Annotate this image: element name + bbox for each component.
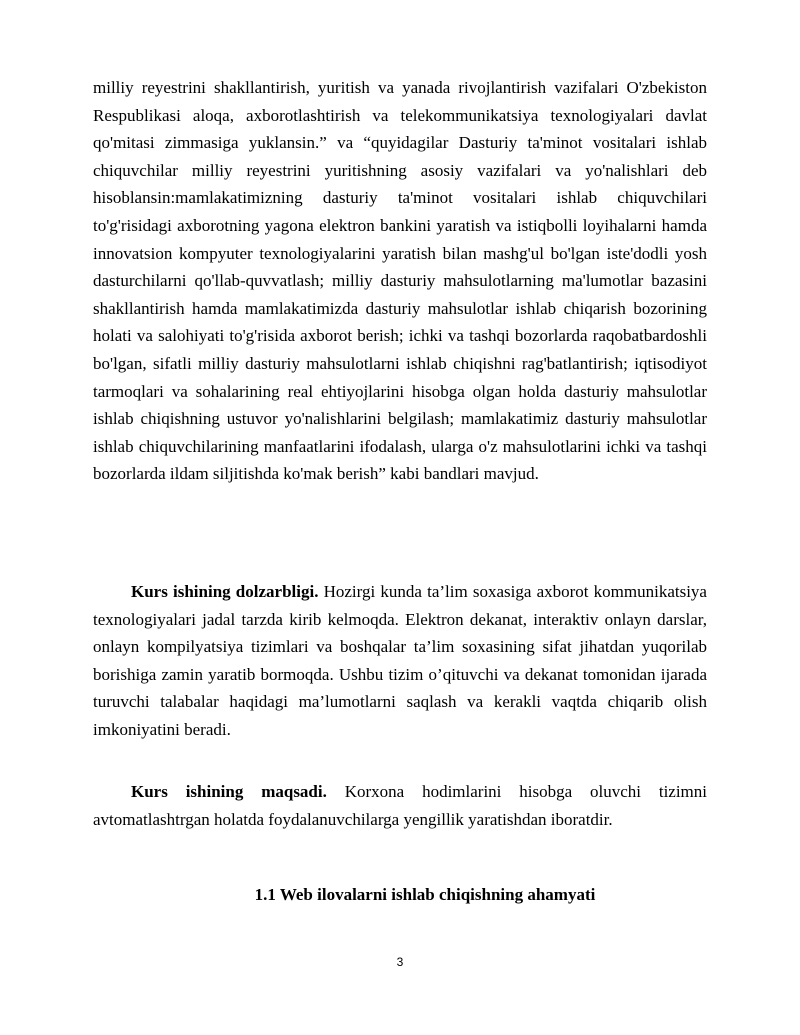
relevance-lead: Kurs ishining dolzarbligi.: [131, 582, 319, 601]
relevance-body: Hozirgi kunda ta’lim soxasiga axborot kommunikatsiya texnologiyalari jadal tarzda kirib kelmoqda. Elektron dekanat, interaktiv onlayn darslar, onlayn kompilyatsiya tizimlari va boshqalar ta’lim soxasining sifat jihatdan yuqorilab borishiga zamin yaratib bormoqda. Ushbu tizim o’qituvchi va dekanat tomonidan ijarada turuvchi talabalar haqidagi ma’lumotlarni saqlash va kerakli vaqtda chiqarib olish imkoniyatini beradi.: [93, 582, 707, 739]
paragraph-goal-text: [93, 778, 707, 833]
goal-body: Korxona hodimlarini hisobga oluvchi tizimni avtomatlashtrgan holatda foydalanuvchilarga yengillik yaratishdan iboratdir.: [93, 782, 708, 829]
section-heading: 1.1 Web ilovalarni ishlab chiqishning ahamyati: [254, 885, 596, 904]
paragraph-relevance: [93, 578, 707, 744]
page-number: 3: [396, 955, 404, 969]
paragraph-text: milliy reyestrini shakllantirish, yuritish va yanada rivojlantirish vazifalari O'zbekiston Respublikasi aloqa, axborotlashtirish va telekommunikatsiya texnologiyalari davlat qo'mitasi zimmasiga yuklansin.” va “quyidagilar Dasturiy ta'minot vositalari ishlab chiquvchilar milliy reyestrini yuritishning asosiy vazifalari va yo'nalishlari deb hisoblansin:mamlakatimizning dasturiy ta'minot vositalari ishlab chiquvchilari to'g'risidagi axborotning yagona elektron bankini yaratish va istiqbolli loyihalarni hamda innovatsion kompyuter texnologiyalarini yaratish bilan mashg'ul bo'lgan iste'dodli yosh dasturchilarni qo'llab-quvvatlash; milliy dasturiy mahsulotlarning ma'lumotlar bazasini shakllantirish hamda mamlakatimizda dasturiy mahsulotlar ishlab chiqarish bozorining holati va salohiyati to'g'risida axborot berish; ichki va tashqi bozorlarda raqobatbardoshli bo'lgan, sifatli milliy dasturiy mahsulotlarni ishlab chiqishni rag'batlantirish; iqtisodiyot tarmoqlari va sohalarining real ehtiyojlarini hisobga olgan holda dasturiy mahsulotlar ishlab chiqishning ustuvor yo'nalishlarini belgilash; mamlakatimiz dasturiy mahsulotlar ishlab chiquvchilarining manfaatlarini ifodalash, ularga o'z mahsulotlarini ichki va tashqi bozorlarda ildam siljitishda ko'mak berish” kabi bandlari mavjud.: [93, 78, 707, 484]
goal-lead: Kurs ishining maqsadi.: [131, 782, 327, 801]
paragraph-registry-tasks: [93, 74, 707, 488]
paragraph-relevance-text: [93, 578, 707, 744]
paragraph-goal: [93, 778, 707, 833]
